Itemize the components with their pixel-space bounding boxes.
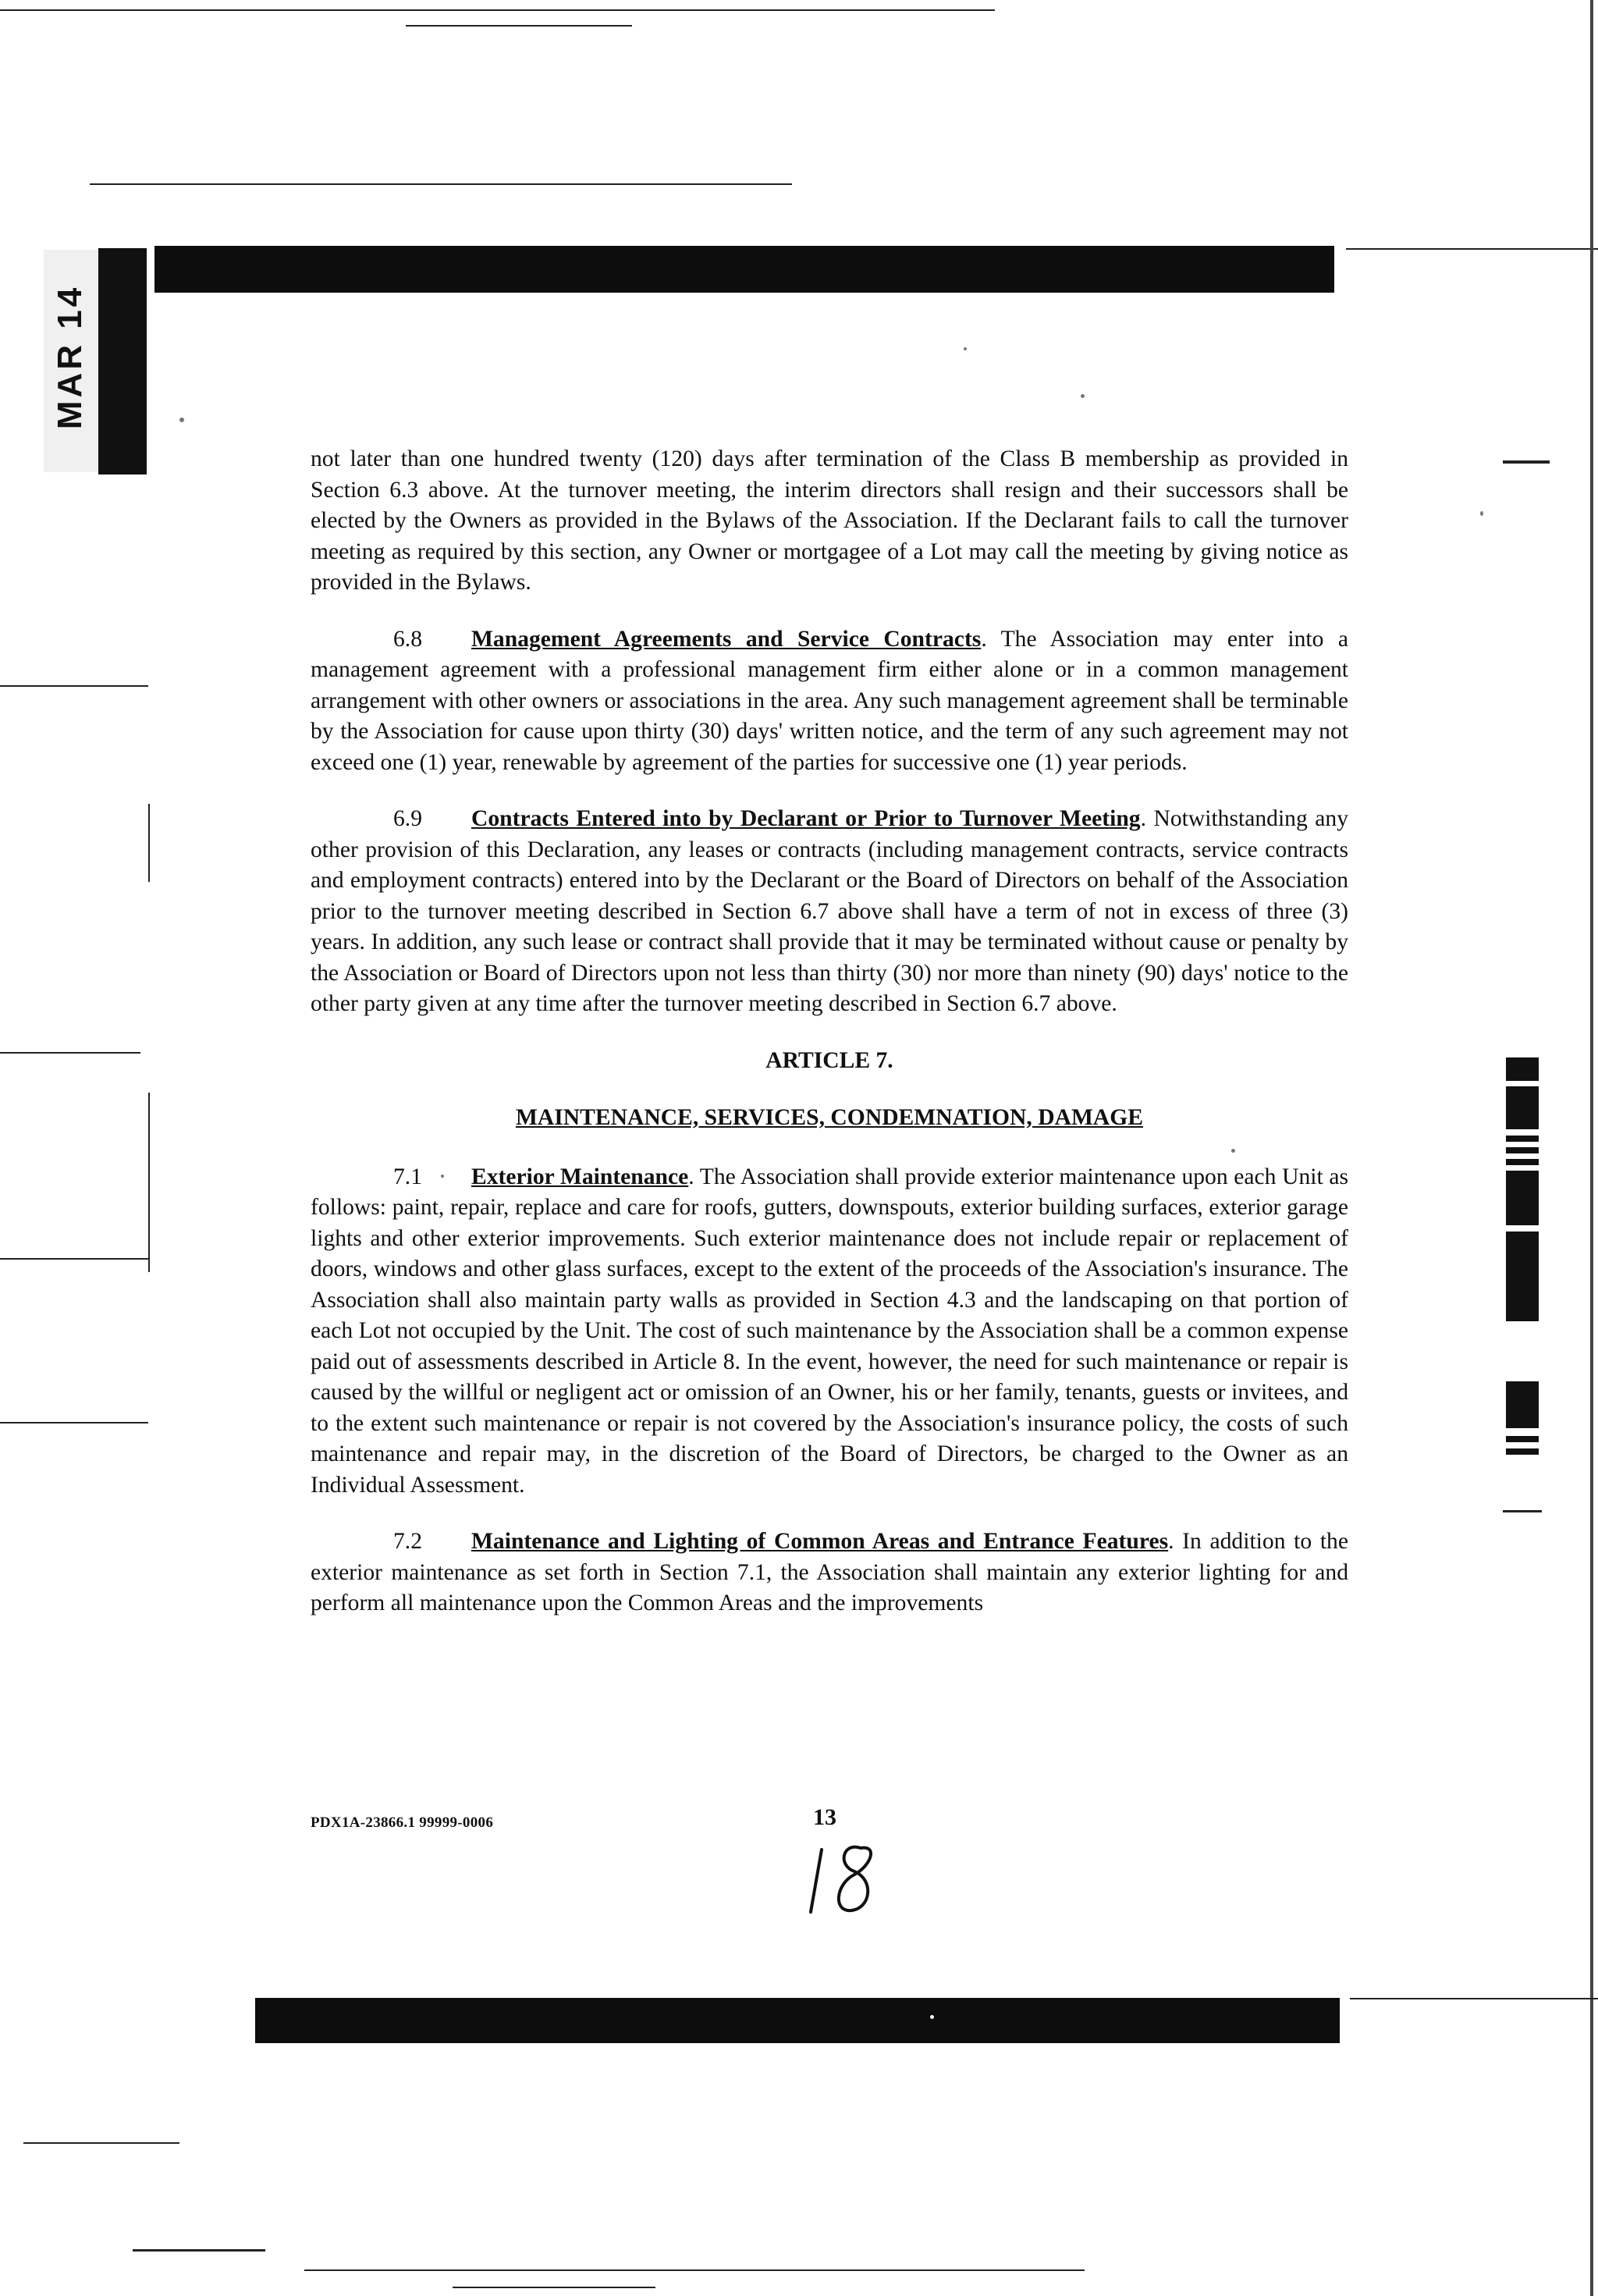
margin-line: [0, 1258, 148, 1260]
article-number: ARTICLE 7.: [765, 1047, 893, 1073]
margin-line: [0, 1052, 140, 1054]
scan-bar: [1506, 1159, 1539, 1165]
margin-line: [148, 804, 150, 882]
scan-mark: [1503, 1510, 1542, 1512]
scan-speck: [1231, 1149, 1235, 1153]
scan-footer-band: [255, 1998, 1340, 2043]
scan-mark: [1503, 460, 1550, 464]
margin-line: [0, 685, 148, 687]
section-heading: Management Agreements and Service Contracts: [471, 626, 982, 652]
scan-bar: [1506, 1448, 1539, 1455]
margin-line: [148, 1093, 150, 1272]
section-number: 6.8: [393, 626, 422, 652]
scan-bar: [1506, 1436, 1539, 1442]
document-body: [311, 444, 1348, 1645]
stamp-block: [98, 248, 147, 474]
section-text: . The Association shall provide exterior maintenance upon each Unit as follows: paint, repair, replace and care for roofs, gutters, downspouts, exterior building surfaces, exterior garage lights and other exterior improvements. Such exterior maintenance does not include repair or replacement of doors, windows and other glass surfaces, except to the extent of the proceeds of the Association's insurance. The Association shall also maintain party walls as provided in Section 4.3 and the landscaping on that portion of each Lot not occupied by the Unit. The cost of such maintenance by the Association shall be a common expense paid out of assessments described in Article 8. In the event, however, the need for such maintenance or repair is caused by the willful or negligent act or omission of an Owner, his or her family, tenants, guests or invitees, and to the extent such maintenance or repair is not covered by the Association's insurance policy, the costs of such maintenance and repair may, in the discretion of the Board of Directors, be charged to the Owner as an Individual Assessment.: [311, 1164, 1348, 1498]
section-heading: Contracts Entered into by Declarant or Prior to Turnover Meeting: [471, 806, 1141, 831]
scan-bar: [1506, 1147, 1539, 1153]
section-text: . The Association may enter into a management agreement with a professional management firm either alone or in a common management arrangement with other owners or associations in the area. Any such management agreement shall be terminable by the Association for cause upon thirty (30) days' written notice, and the term of any such agreement may not exceed one (1) year, renewable by agreement of the parties for successive one (1) year periods.: [311, 626, 1348, 775]
section-number: 7.1: [393, 1164, 422, 1189]
scan-line: [90, 183, 792, 185]
scan-bar: [1506, 1136, 1539, 1142]
section-7-1: [311, 1162, 1348, 1502]
section-6-9: [311, 804, 1348, 1020]
scan-bar: [1506, 1086, 1539, 1129]
scan-line: [304, 2269, 1085, 2271]
section-heading: Maintenance and Lighting of Common Areas and Entrance Features: [471, 1529, 1169, 1554]
margin-line: [0, 1422, 148, 1423]
section-7-2: [311, 1527, 1348, 1619]
scan-bar: [1506, 1171, 1539, 1225]
section-text: . Notwithstanding any other provision of this Declaration, any leases or contracts (including management contracts, service contracts and employment contracts) entered into by the Declarant or the Board of Directors on behalf of the Association prior to the turnover meeting described in Section 6.7 above shall have a term of not in excess of three (3) years. In addition, any such lease or contract shall provide that it may be terminated without cause or penalty by the Association or Board of Directors upon not less than thirty (30) nor more than ninety (90) days' notice to the other party given at any time after the turnover meeting described in Section 6.7 above.: [311, 806, 1348, 1016]
scan-bar: [1506, 1381, 1539, 1428]
scan-line: [406, 25, 632, 27]
scan-speck: [1081, 394, 1085, 398]
scan-speck: [179, 418, 184, 422]
scan-header-band: [154, 246, 1334, 293]
date-stamp: [44, 250, 98, 472]
scan-bar: [1506, 1057, 1539, 1081]
scan-line: [133, 2249, 265, 2252]
section-number: 7.2: [393, 1529, 422, 1554]
date-stamp-text: MAR 14: [51, 284, 89, 430]
scan-line: [0, 9, 995, 11]
section-heading: Exterior Maintenance: [471, 1164, 689, 1189]
page-number: 13: [813, 1804, 836, 1830]
section-text: . In addition to the exterior maintenance as set forth in Section 7.1, the Association shall maintain any exterior lighting for and perform all maintenance upon the Common Areas and the improvements: [311, 1529, 1348, 1615]
document-id: PDX1A-23866.1 99999-0006: [311, 1814, 494, 1831]
scan-line: [23, 2142, 179, 2144]
scan-line: [1350, 1998, 1598, 1999]
scan-speck: [1480, 511, 1483, 516]
scan-line: [453, 2287, 655, 2288]
scan-edge: [1590, 0, 1593, 2296]
scan-speck: [930, 2015, 934, 2019]
scan-speck: [964, 347, 967, 350]
scan-speck: [441, 1175, 444, 1178]
section-6-8: [311, 624, 1348, 779]
handwritten-page-number: [800, 1834, 901, 1920]
article-title: MAINTENANCE, SERVICES, CONDEMNATION, DAMAGE: [515, 1105, 1144, 1130]
scan-bar: [1506, 1232, 1539, 1321]
paragraph-continuation: not later than one hundred twenty (120) days after termination of the Class B membership as provided in Section 6.3 above. At the turnover meeting, the interim directors shall resign and their successors shall be elected by the Owners as provided in the Bylaws of the Association. If the Declarant fails to call the turnover meeting as required by this section, any Owner or mortgagee of a Lot may call the meeting by giving notice as provided in the Bylaws.: [311, 446, 1348, 595]
scan-line: [1346, 248, 1598, 250]
section-number: 6.9: [393, 806, 422, 831]
